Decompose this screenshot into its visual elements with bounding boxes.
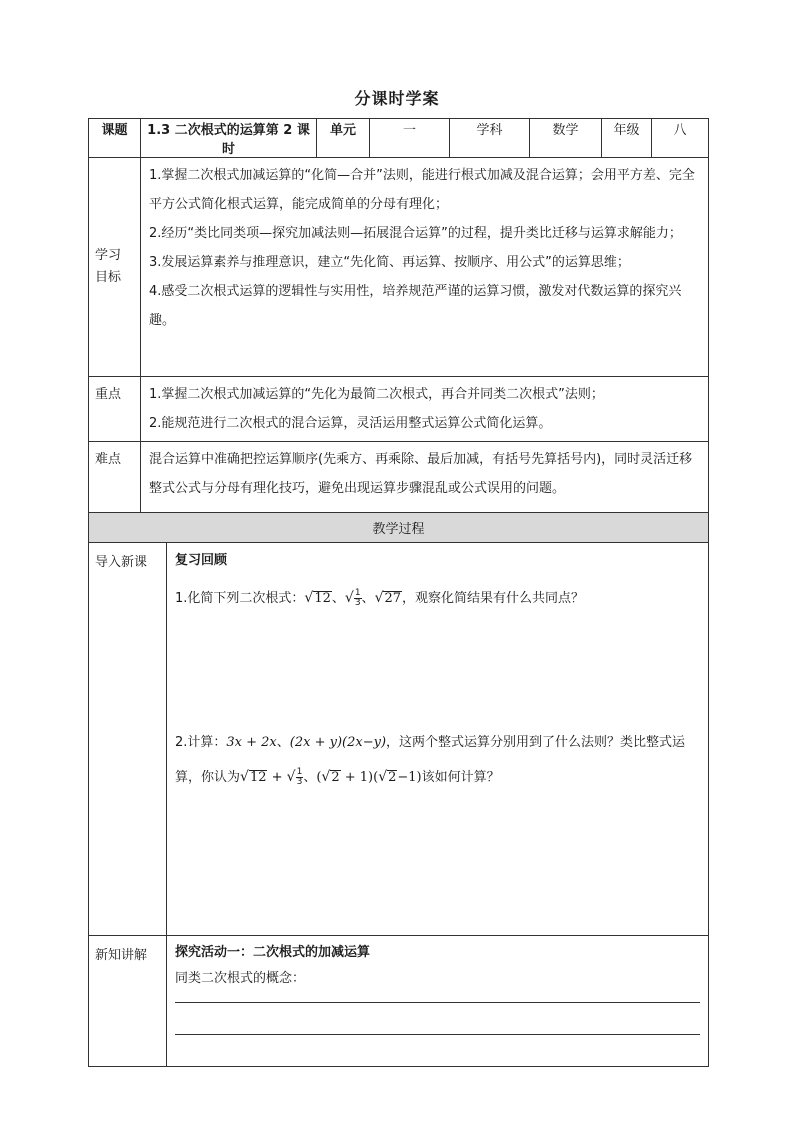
- difficulties-row: [89, 442, 709, 513]
- intro-row: [89, 543, 709, 936]
- new-knowledge-heading: 探究活动一：二次根式的加减运算: [175, 945, 371, 960]
- objective-item: 2.经历“类比同类项—探究加减法则—拓展混合运算”的过程，提升类比迁移与运算求解能力；: [149, 226, 682, 241]
- process-title-row: [89, 513, 709, 543]
- answer-line: [175, 992, 700, 1003]
- new-knowledge-label: 新知讲解: [89, 936, 167, 1067]
- key-points-content: [141, 377, 709, 442]
- intro-heading: 复习回顾: [175, 553, 228, 568]
- topic-label: 课题: [89, 119, 141, 158]
- grade-label: 年级: [602, 119, 652, 158]
- process-title: 教学过程: [89, 513, 709, 543]
- intro-label: 导入新课: [89, 543, 167, 936]
- objectives-label: 学习 目标: [89, 158, 141, 377]
- intro-question-2: 2.计算：3x + 2x、(2x + y)(2x−y)，这两个整式运算分别用到了什么法则？类比整式运算，你认为√12 + √ $\frac{1}{3}$ 、(√2 + 1)(√2−1)该如何计算？: [175, 735, 686, 787]
- new-knowledge-content: [167, 936, 709, 1067]
- answer-line: [175, 1003, 700, 1035]
- subject-label: 学科: [450, 119, 530, 158]
- key-point-item: 2.能规范进行二次根式的混合运算，灵活运用整式运算公式简化运算。: [149, 416, 552, 431]
- objective-item: 4.感受二次根式运算的逻辑性与实用性，培养规范严谨的运算习惯，激发对代数运算的探究兴趣。: [149, 284, 682, 328]
- topic-value: 1.3 二次根式的运算第 2 课时: [141, 119, 317, 158]
- objectives-row: [89, 158, 709, 377]
- difficulties-label: 难点: [89, 442, 141, 513]
- subject-value: 数学: [530, 119, 602, 158]
- key-points-row: [89, 377, 709, 442]
- lesson-plan-table: [88, 118, 709, 1067]
- page-title: 分课时学案: [354, 89, 440, 108]
- key-points-label: 重点: [89, 377, 141, 442]
- grade-value: 八: [652, 119, 709, 158]
- intro-question-1: 1.化简下列二次根式：√12、√ $\frac{1}{3}$ 、√27，观察化简结果有什么共同点？: [175, 588, 585, 608]
- intro-content: [167, 543, 709, 936]
- objective-item: 1.掌握二次根式加减运算的“化简—合并”法则，能进行根式加减及混合运算；会用平方差、完全平方公式简化根式运算，能完成简单的分母有理化；: [149, 168, 695, 212]
- unit-label: 单元: [317, 119, 370, 158]
- concept-prompt: 同类二次根式的概念：: [175, 971, 306, 986]
- header-row: [89, 119, 709, 158]
- objective-item: 3.发展运算素养与推理意识，建立“先化简、再运算、按顺序、用公式”的运算思维；: [149, 255, 630, 270]
- difficulties-content: 混合运算中准确把控运算顺序(先乘方、再乘除、最后加减，有括号先算括号内)，同时灵活迁移整式公式与分母有理化技巧，避免出现运算步骤混乱或公式误用的问题。: [141, 442, 709, 513]
- objectives-content: [141, 158, 709, 377]
- unit-value: 一: [370, 119, 450, 158]
- new-knowledge-row: [89, 936, 709, 1067]
- key-point-item: 1.掌握二次根式加减运算的“先化为最简二次根式，再合并同类二次根式”法则；: [149, 387, 604, 402]
